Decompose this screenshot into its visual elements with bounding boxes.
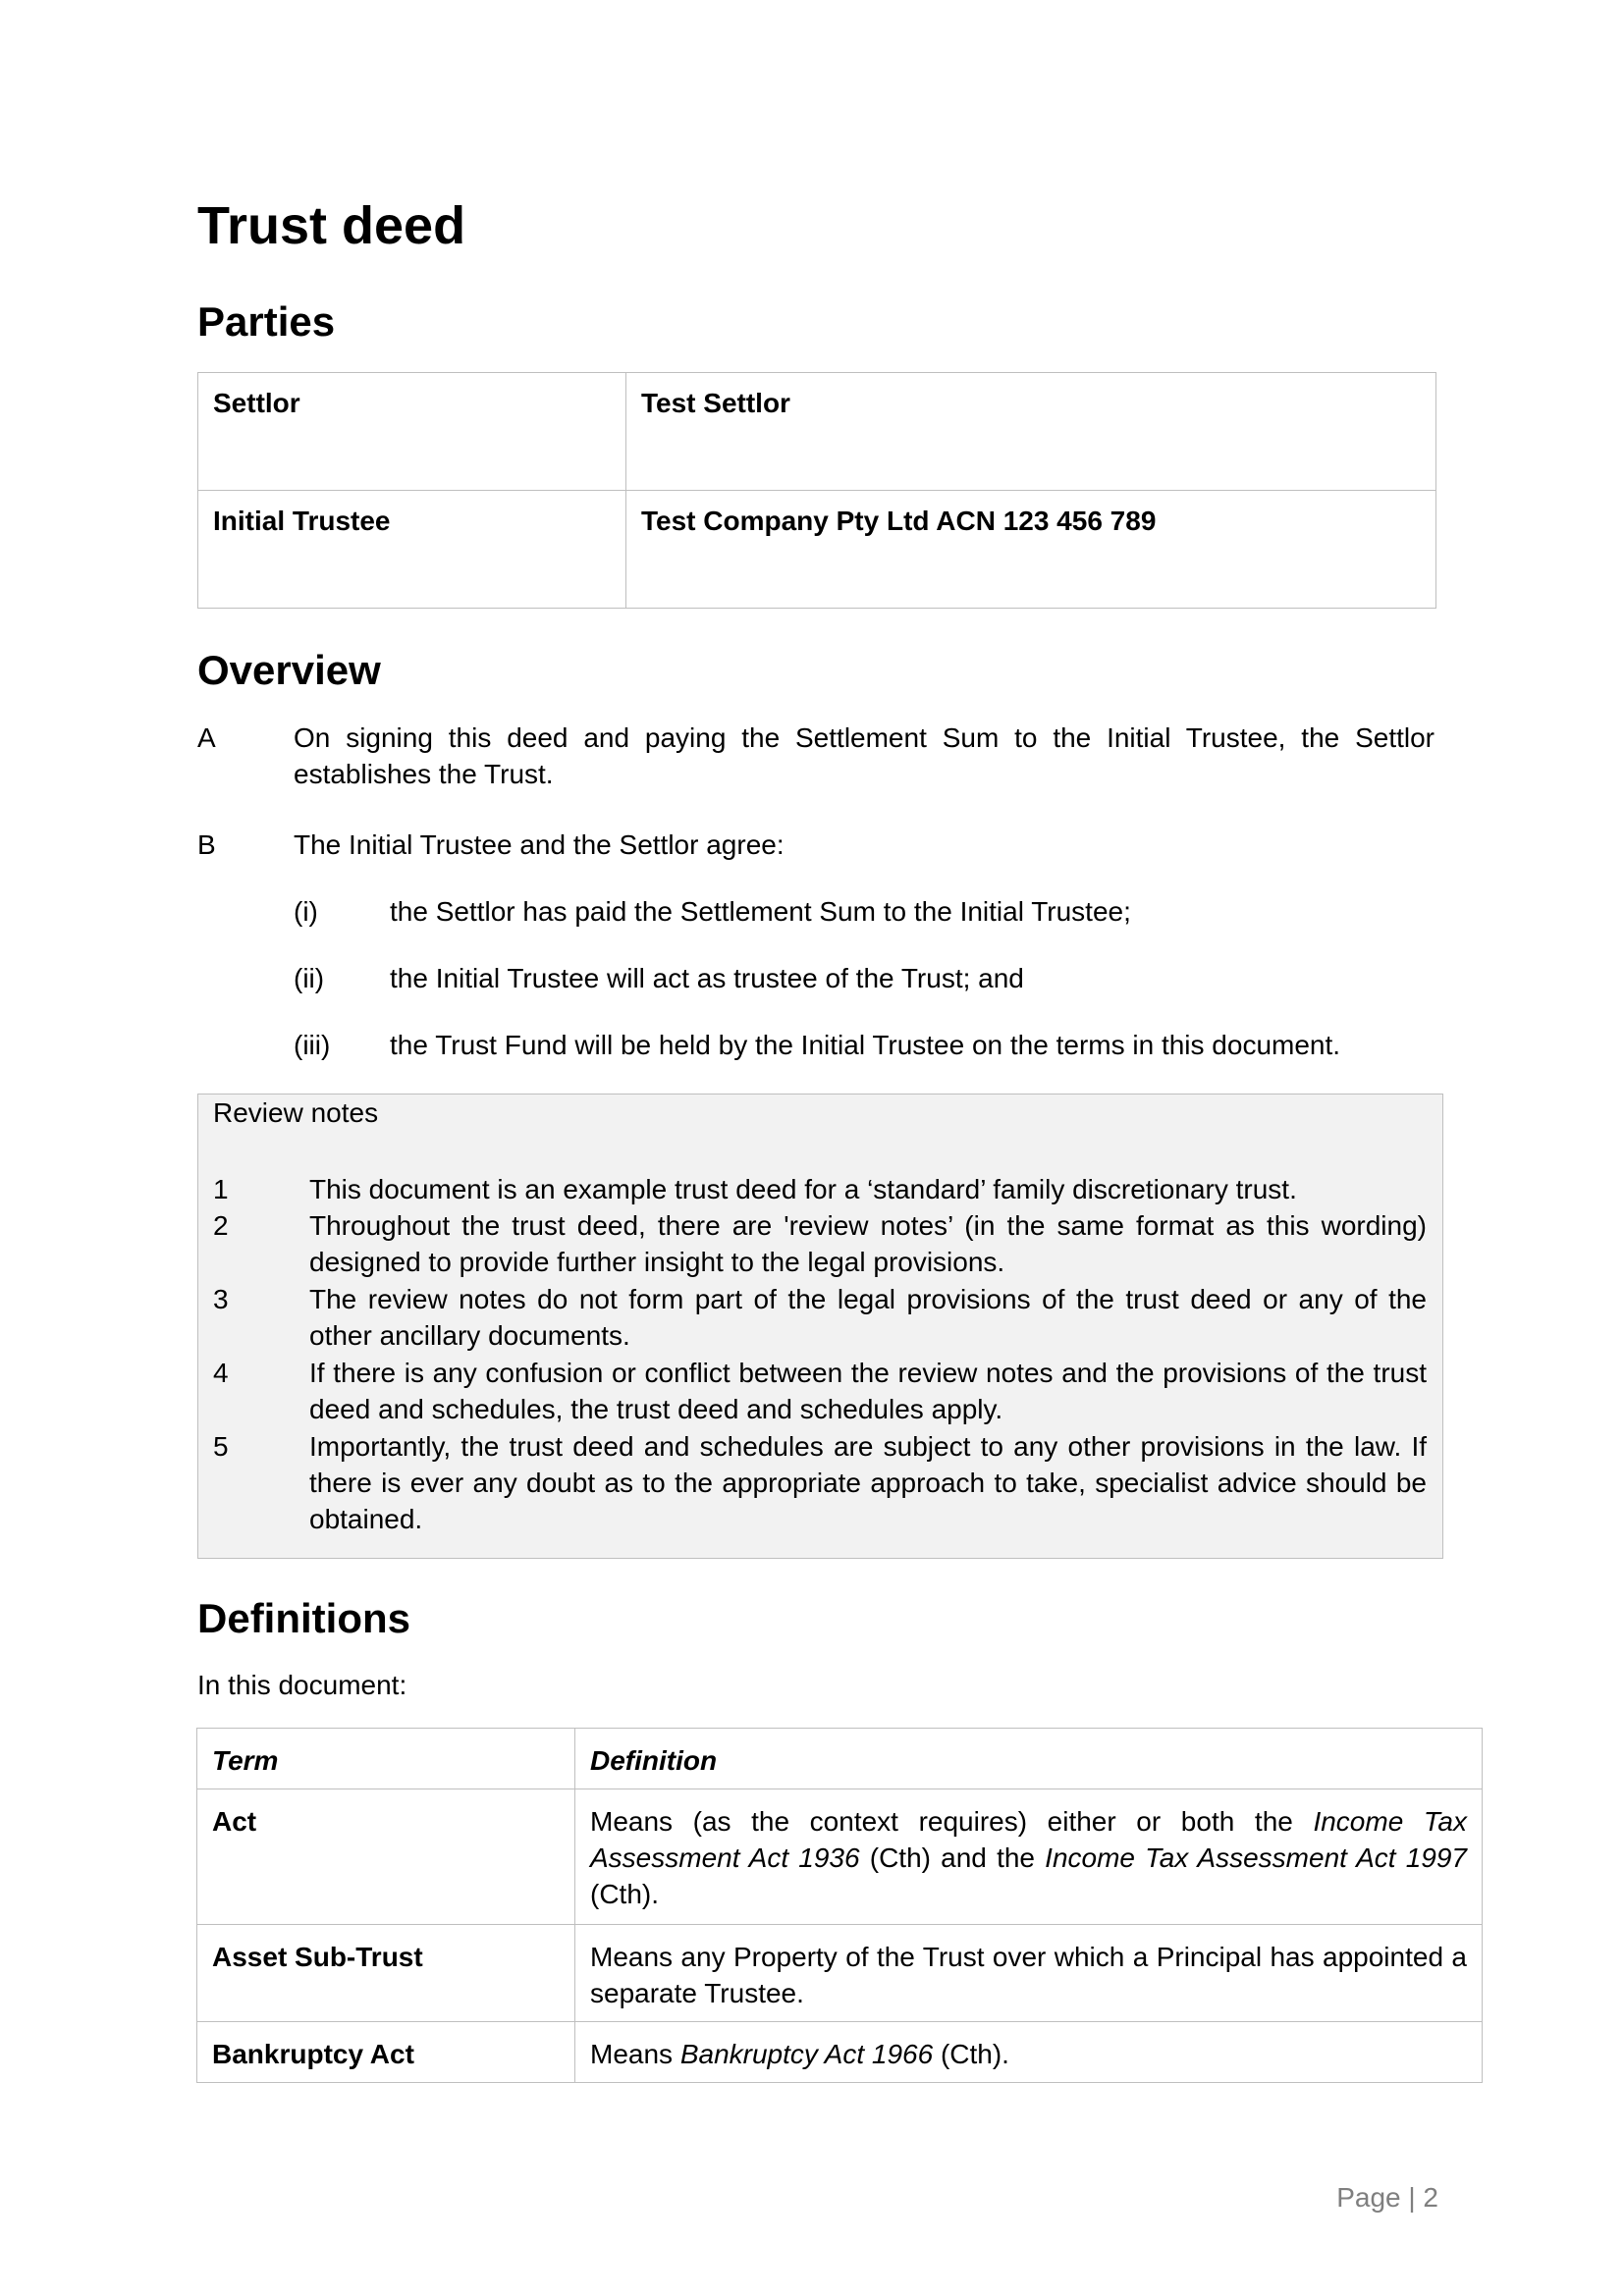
review-note-text: If there is any confusion or conflict between the review notes and the provisions of the trust deed and schedules, the trust deed and schedules apply.: [309, 1358, 1427, 1424]
review-note-number: 2: [213, 1210, 229, 1241]
definitions-intro: In this document:: [197, 1670, 407, 1700]
review-notes-title: Review notes: [213, 1097, 379, 1128]
review-note-number: 1: [213, 1174, 229, 1204]
review-note-text: The review notes do not form part of the legal provisions of the trust deed or any of the other ancillary documents.: [309, 1284, 1427, 1351]
parties-table: [197, 372, 1436, 609]
parties-row: [198, 373, 1436, 491]
review-note-text: Throughout the trust deed, there are 'review notes’ (in the same format as this wording) designed to provide further insight to the legal provisions.: [309, 1210, 1427, 1277]
parties-row: [198, 491, 1436, 609]
definition-text: Means Bankruptcy Act 1966 (Cth).: [575, 2022, 1483, 2083]
column-header-definition: Definition: [575, 1729, 1483, 1789]
subitem-label: (ii): [294, 963, 325, 993]
review-note-text: Importantly, the trust deed and schedules are subject to any other provisions in the law. If there is ever any doubt as to the appropriate approach to take, specialist advice should be obtained.: [309, 1431, 1427, 1534]
definitions-header-row: [197, 1729, 1483, 1789]
definition-text: Means any Property of the Trust over which a Principal has appointed a separate Trustee.: [575, 1925, 1483, 2022]
definition-row: [197, 2022, 1483, 2083]
definition-term: Asset Sub-Trust: [197, 1925, 575, 2022]
recital-label: B: [197, 829, 216, 860]
review-note-number: 4: [213, 1358, 229, 1388]
definition-text: Means (as the context requires) either or both the Income Tax Assessment Act 1936 (Cth) and the Income Tax Assessment Act 1997 (Cth).: [575, 1789, 1483, 1925]
subitem-text: the Initial Trustee will act as trustee of the Trust; and: [390, 963, 1024, 993]
document-title: Trust deed: [197, 196, 466, 255]
subitem-text: the Trust Fund will be held by the Initial Trustee on the terms in this document.: [390, 1030, 1341, 1060]
party-name: Test Settlor: [626, 373, 1436, 491]
definition-row: [197, 1789, 1483, 1925]
subitem-text: the Settlor has paid the Settlement Sum to the Initial Trustee;: [390, 896, 1131, 927]
definition-term: Bankruptcy Act: [197, 2022, 575, 2083]
overview-heading: Overview: [197, 647, 381, 693]
party-role: Settlor: [198, 373, 626, 491]
definition-term: Act: [197, 1789, 575, 1925]
parties-heading: Parties: [197, 298, 336, 345]
page-number: Page | 2: [1336, 2182, 1438, 2213]
party-name: Test Company Pty Ltd ACN 123 456 789: [626, 491, 1436, 609]
review-note-text: This document is an example trust deed for a ‘standard’ family discretionary trust.: [309, 1174, 1297, 1204]
party-role: Initial Trustee: [198, 491, 626, 609]
review-note-number: 3: [213, 1284, 229, 1314]
subitem-label: (i): [294, 896, 318, 927]
definitions-table: [196, 1728, 1483, 2083]
review-notes-box: [197, 1094, 1443, 1559]
recital-text: On signing this deed and paying the Settlement Sum to the Initial Trustee, the Settlor establishes the Trust.: [294, 722, 1435, 789]
definition-row: [197, 1925, 1483, 2022]
subitem-label: (iii): [294, 1030, 331, 1060]
recital-label: A: [197, 722, 216, 753]
review-note-number: 5: [213, 1431, 229, 1462]
definitions-heading: Definitions: [197, 1595, 410, 1641]
recital-text: The Initial Trustee and the Settlor agree:: [294, 829, 785, 860]
column-header-term: Term: [197, 1729, 575, 1789]
